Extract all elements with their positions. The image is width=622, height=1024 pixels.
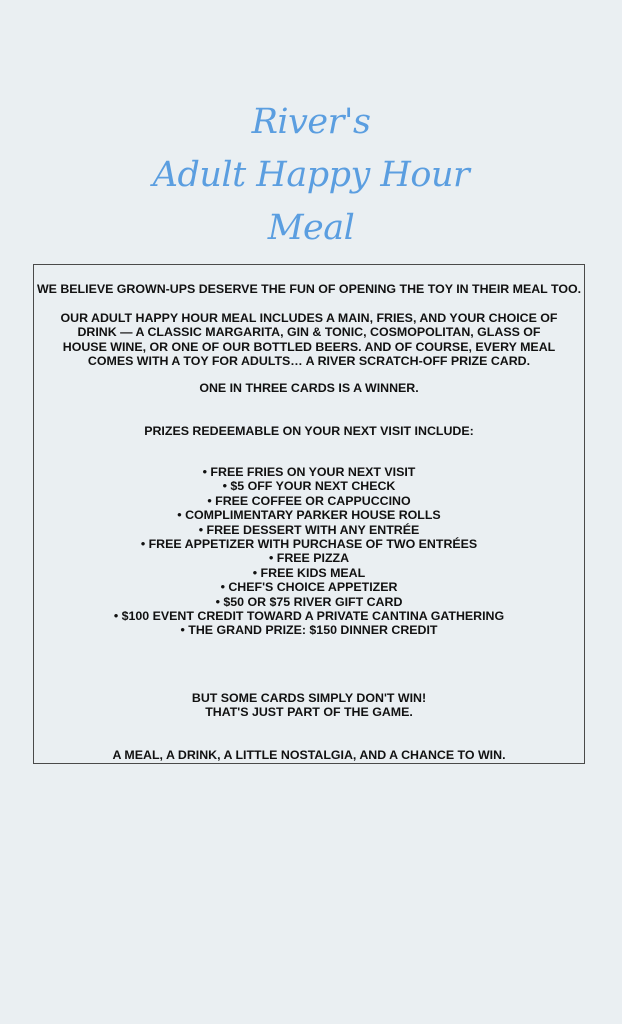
page-title: [0, 96, 622, 255]
prize-item: • COMPLIMENTARY PARKER HOUSE ROLLS: [177, 508, 441, 523]
no-win-line-2: THAT'S JUST PART OF THE GAME.: [205, 705, 413, 720]
prize-item: • FREE PIZZA: [268, 551, 350, 566]
intro-text: WE BELIEVE GROWN-UPS DESERVE THE FUN OF OPENING THE TOY IN THEIR MEAL TOO.: [36, 282, 582, 296]
prize-item: • FREE APPETIZER WITH PURCHASE OF TWO ENTRÉES: [140, 537, 478, 552]
no-win-text: [34, 691, 584, 720]
prize-item: • FREE KIDS MEAL: [252, 565, 366, 580]
prize-item: • $50 OR $75 RIVER GIFT CARD: [215, 594, 403, 609]
title-line-3: Meal: [267, 208, 355, 248]
prize-item: • FREE FRIES ON YOUR NEXT VISIT: [202, 465, 416, 479]
title-line-1: River's: [251, 102, 371, 142]
odds-text: ONE IN THREE CARDS IS A WINNER.: [199, 381, 419, 395]
prize-list: [34, 465, 584, 638]
prize-item: • $100 EVENT CREDIT TOWARD A PRIVATE CANTINA GATHERING: [113, 609, 505, 624]
title-line-2: Adult Happy Hour: [152, 155, 470, 195]
prize-item: • FREE COFFEE OR CAPPUCCINO: [207, 493, 411, 508]
menu-card: [33, 264, 585, 764]
prizes-heading: PRIZES REDEEMABLE ON YOUR NEXT VISIT INCLUDE:: [144, 424, 474, 438]
tagline: A MEAL, A DRINK, A LITTLE NOSTALGIA, AND A CHANCE TO WIN.: [112, 748, 506, 762]
prize-item: • CHEF'S CHOICE APPETIZER: [220, 580, 398, 595]
prize-item: • FREE DESSERT WITH ANY ENTRÉE: [198, 522, 420, 537]
prize-item: • THE GRAND PRIZE: $150 DINNER CREDIT: [180, 623, 438, 638]
meal-description: OUR ADULT HAPPY HOUR MEAL INCLUDES A MAIN, FRIES, AND YOUR CHOICE OF DRINK — A CLASSIC MARGARITA, GIN & TONIC, COSMOPOLITAN, GLASS OF HOUSE WINE, OR ONE OF OUR BOTTLED BEERS. AND OF COURSE, EVERY MEAL COMES WITH A TOY FOR ADULTS… A RIVER SCRATCH-OFF PRIZE CARD.: [60, 311, 558, 369]
no-win-line-1: BUT SOME CARDS SIMPLY DON'T WIN!: [191, 691, 427, 705]
prize-item: • $5 OFF YOUR NEXT CHECK: [222, 479, 396, 494]
